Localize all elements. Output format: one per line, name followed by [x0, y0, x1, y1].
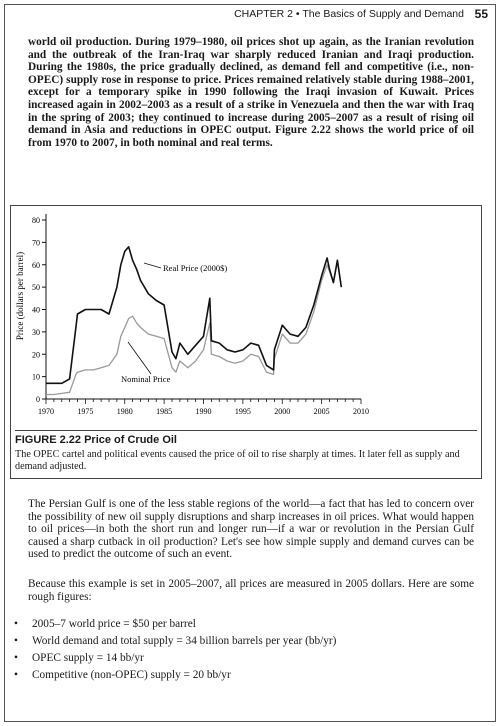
- list-item-text: Competitive (non-OPEC) supply = 20 bb/yr: [32, 669, 231, 681]
- list-item-text: World demand and total supply = 34 billion barrels per year (bb/yr): [32, 635, 337, 647]
- x-tick-label: 2010: [353, 407, 369, 416]
- list-item: [14, 667, 474, 684]
- page-number: 55: [474, 7, 488, 21]
- y-tick-label: 30: [32, 327, 40, 337]
- bullet-marker: •: [14, 652, 18, 664]
- running-head: CHAPTER 2 • The Basics of Supply and Demand: [234, 8, 464, 20]
- chart-axes: [32, 214, 369, 416]
- figure-title: FIGURE 2.22 Price of Crude Oil: [15, 434, 177, 446]
- y-tick-label: 20: [32, 350, 40, 360]
- x-tick-label: 1985: [156, 407, 173, 416]
- x-tick-label: 1975: [77, 407, 94, 416]
- y-tick-label: 50: [32, 283, 40, 293]
- figure-note: The OPEC cartel and political events caused the price of oil to rise sharply at times. It later fell as supply and demand adjusted.: [15, 449, 460, 472]
- annotation-real-price: Real Price (2000$): [163, 263, 228, 273]
- x-tick-label: 1980: [116, 407, 133, 416]
- paragraph-rough-figures: Because this example is set in 2005–2007, all prices are measured in 2005 dollars. Here are some rough figures:: [28, 578, 474, 603]
- y-tick-label: 10: [32, 372, 40, 382]
- nominal-price-line: [46, 260, 341, 394]
- list-item: [14, 616, 474, 633]
- paragraph-persian-gulf: The Persian Gulf is one of the less stable regions of the world—a fact that has led to concern over the possibility of new oil supply disruptions and sharp increases in oil prices. What would happen to oil prices—in both the short run and longer run—if a war or revolution in the Persian Gulf caused a sharp cutback in oil production? Let's see how simple supply and demand curves can be used to predict the outcome of such an event.: [28, 498, 474, 561]
- annotation-nominal-pointer: [128, 342, 151, 374]
- figure-2-22: [10, 205, 482, 479]
- oil-price-chart: [11, 206, 481, 428]
- x-tick-label: 2000: [274, 407, 291, 416]
- y-tick-label: 40: [32, 305, 40, 315]
- y-tick-label: 80: [32, 216, 40, 225]
- y-axis-label: Price (dollars per barrel): [15, 251, 25, 341]
- annotation-nominal-price: Nominal Price: [121, 374, 171, 384]
- list-item: [14, 633, 474, 650]
- x-tick-label: 1990: [195, 407, 212, 416]
- paragraph-oil-history: world oil production. During 1979–1980, oil prices shot up again, as the Iranian revolution and the outbreak of the Iran-Iraq war sharply reduced Iranian and Iraqi production. During the 1980s, the price gradually declined, as demand fell and competitive (i.e., non-OPEC) supply rose in response to price. Prices remained relatively stable during 1988–2001, except for a temporary spike in 1990 following the Iraqi invasion of Kuwait. Prices increased again in 2002–2003 as a result of a strike in Venezuela and then the war with Iraq in the spring of 2003; they continued to increase during 2005–2007 as a result of rising oil demand in Asia and reductions in OPEC output. Figure 2.22 shows the world price of oil from 1970 to 2007, in both nominal and real terms.: [28, 36, 474, 149]
- list-item: [14, 650, 474, 667]
- y-tick-label: 70: [32, 238, 40, 248]
- y-tick-label: 60: [32, 260, 40, 270]
- bullet-marker: •: [14, 669, 18, 681]
- annotation-real-pointer: [144, 263, 161, 268]
- x-tick-label: 1970: [38, 407, 54, 416]
- bullet-marker: •: [14, 618, 18, 630]
- x-tick-label: 1995: [234, 407, 251, 416]
- y-tick-label: 0: [36, 395, 40, 404]
- bullet-marker: •: [14, 635, 18, 647]
- list-item-text: OPEC supply = 14 bb/yr: [32, 652, 144, 664]
- list-item-text: 2005–7 world price = $50 per barrel: [32, 618, 196, 630]
- x-tick-label: 2005: [313, 407, 330, 416]
- page-header: [0, 6, 500, 22]
- figure-caption: [15, 430, 477, 472]
- figures-list: [14, 616, 474, 684]
